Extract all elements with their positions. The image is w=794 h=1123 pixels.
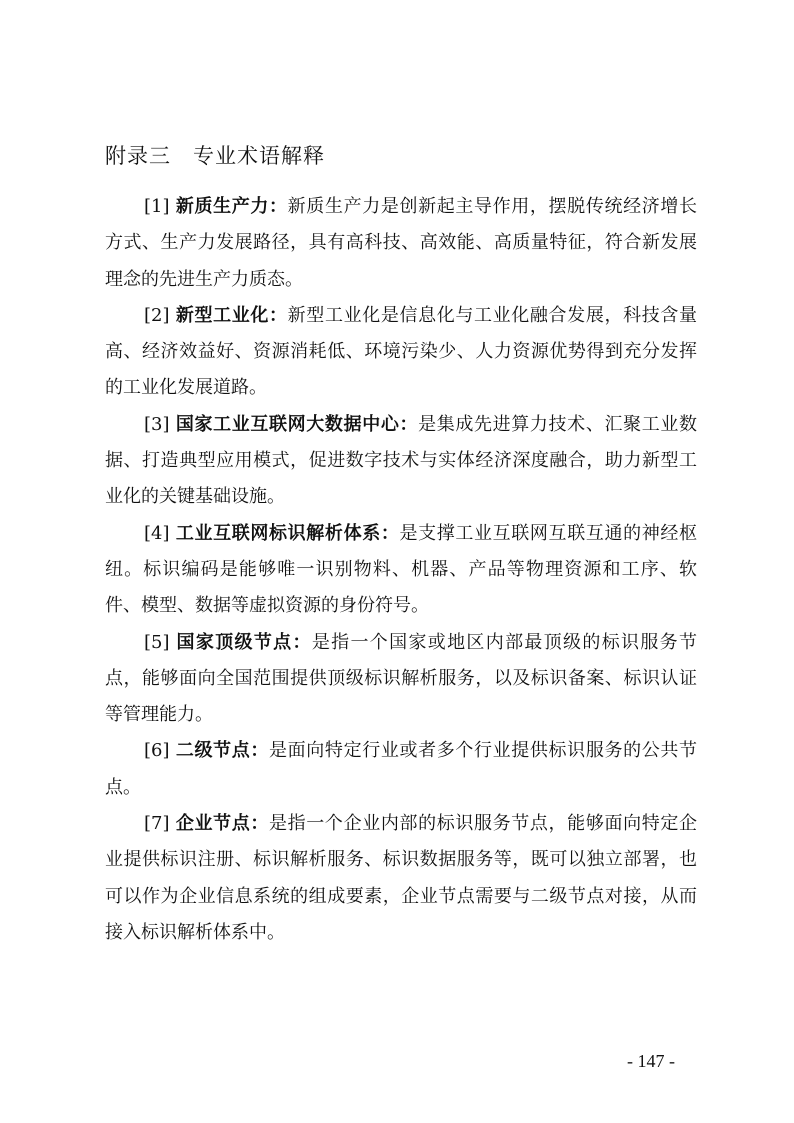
term-item xyxy=(105,625,697,734)
term-number: [2] xyxy=(144,304,170,326)
term-item xyxy=(105,733,697,806)
term-description: 新质生产力是创新起主导作用，摆脱传统经济增长方式、生产力发展路径，具有高科技、高效能、高质量特征，符合新发展理念的先进生产力质态。 xyxy=(105,196,697,290)
term-description: 新型工业化是信息化与工业化融合发展，科技含量高、经济效益好、资源消耗低、环境污染少、人力资源优势得到充分发挥的工业化发展道路。 xyxy=(105,304,697,399)
term-number: [4] xyxy=(144,522,170,544)
term-number: [7] xyxy=(144,813,170,835)
term-label: 新质生产力： xyxy=(175,196,288,217)
term-number: [1] xyxy=(144,196,170,217)
term-item xyxy=(105,806,697,951)
term-description: 是指一个国家或地区内部最顶级的标识服务节点，能够面向全国范围提供顶级标识解析服务，以及标识备案、标识认证等管理能力。 xyxy=(105,631,697,726)
term-item xyxy=(105,516,697,625)
term-label: 二级节点： xyxy=(175,740,270,762)
term-label: 企业节点： xyxy=(175,813,270,835)
term-label: 国家顶级节点： xyxy=(176,631,312,653)
term-item xyxy=(105,298,697,407)
appendix-title: 附录三 专业术语解释 xyxy=(105,144,325,168)
term-description: 是面向特定行业或者多个行业提供标识服务的公共节点。 xyxy=(105,740,697,798)
term-list xyxy=(105,189,697,951)
term-number: [6] xyxy=(144,740,170,762)
term-description: 是支撑工业互联网互联互通的神经枢纽。标识编码是能够唯一识别物料、机器、产品等物理资源和工序、软件、模型、数据等虚拟资源的身份符号。 xyxy=(105,522,698,617)
term-label: 工业互联网标识解析体系： xyxy=(175,522,400,544)
term-label: 国家工业互联网大数据中心： xyxy=(175,413,419,435)
term-number: [5] xyxy=(144,631,170,653)
term-description: 是集成先进算力技术、汇聚工业数据、打造典型应用模式，促进数字技术与实体经济深度融合，助力新型工业化的关键基础设施。 xyxy=(105,413,697,508)
term-description: 是指一个企业内部的标识服务节点，能够面向特定企业提供标识注册、标识解析服务、标识数据服务等，既可以独立部署，也可以作为企业信息系统的组成要素，企业节点需要与二级节点对接，从而接入标识解析体系中。 xyxy=(105,813,697,943)
term-number: [3] xyxy=(144,413,170,435)
term-item xyxy=(105,189,697,298)
page-number: - 147 - xyxy=(627,1051,675,1071)
term-label: 新型工业化： xyxy=(175,304,288,326)
term-item xyxy=(105,407,697,516)
